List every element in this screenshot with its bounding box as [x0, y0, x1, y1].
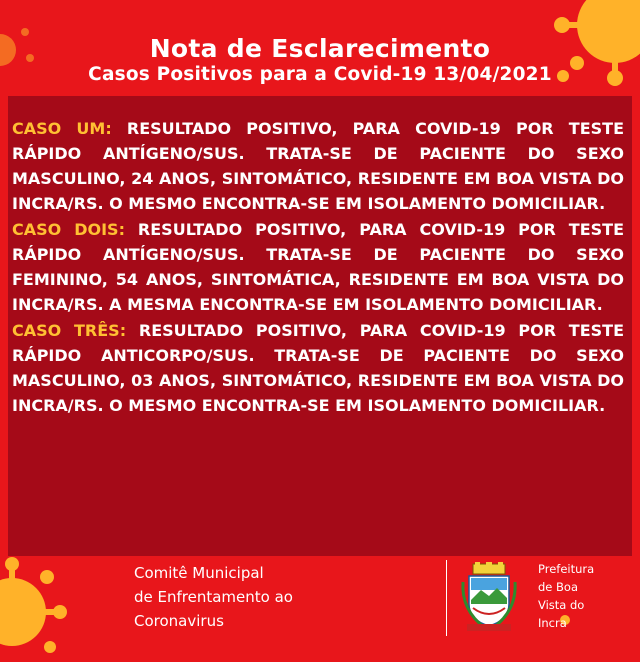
case-label: CASO DOIS: — [12, 220, 125, 239]
case-item — [12, 116, 624, 216]
case-label: CASO UM: — [12, 119, 112, 138]
committee-line: de Enfrentamento ao — [134, 588, 293, 606]
case-text: RESULTADO POSITIVO, PARA COVID-19 POR TESTE RÁPIDO ANTÍGENO/SUS. TRATA-SE DE PACIENTE DO SEXO MASCULINO, 24 ANOS, SINTOMÁTICO, RESIDENTE EM BOA VISTA DO INCRA/RS. O MESMO ENCONTRA-SE EM ISOLAMENTO DOMICILIAR. — [12, 119, 624, 213]
prefeitura-name — [538, 560, 594, 632]
page-subtitle: Casos Positivos para a Covid-19 13/04/2021 — [88, 64, 552, 85]
case-label: CASO TRÊS: — [12, 321, 127, 340]
case-item — [12, 318, 624, 418]
municipal-crest-icon — [459, 562, 519, 634]
case-item — [12, 217, 624, 317]
prefeitura-line: Incra — [538, 616, 567, 630]
committee-line: Coronavirus — [134, 612, 224, 630]
page-title: Nota de Esclarecimento — [149, 34, 491, 63]
cases-list — [12, 116, 624, 419]
prefeitura-line: Prefeitura — [538, 562, 595, 576]
prefeitura-line: Vista do — [538, 598, 585, 612]
coronavirus-icon — [0, 552, 72, 662]
prefeitura-line: de Boa — [538, 580, 579, 594]
footer-divider — [446, 560, 447, 636]
committee-name — [134, 561, 293, 633]
case-text: RESULTADO POSITIVO, PARA COVID-19 POR TESTE RÁPIDO ANTICORPO/SUS. TRATA-SE DE PACIENTE DO SEXO MASCULINO, 03 ANOS, SINTOMÁTICO, RESIDENTE EM BOA VISTA DO INCRA/RS. O MESMO ENCONTRA-SE EM ISOLAMENTO DOMICILIAR. — [12, 321, 624, 415]
case-text: RESULTADO POSITIVO, PARA COVID-19 POR TESTE RÁPIDO ANTÍGENO/SUS. TRATA-SE DE PACIENTE DO SEXO FEMININO, 54 ANOS, SINTOMÁTICA, RESIDENTE EM BOA VISTA DO INCRA/RS. A MESMA ENCONTRA-SE EM ISOLAMENTO DOMICILIAR. — [12, 220, 624, 314]
committee-line: Comitê Municipal — [134, 564, 264, 582]
